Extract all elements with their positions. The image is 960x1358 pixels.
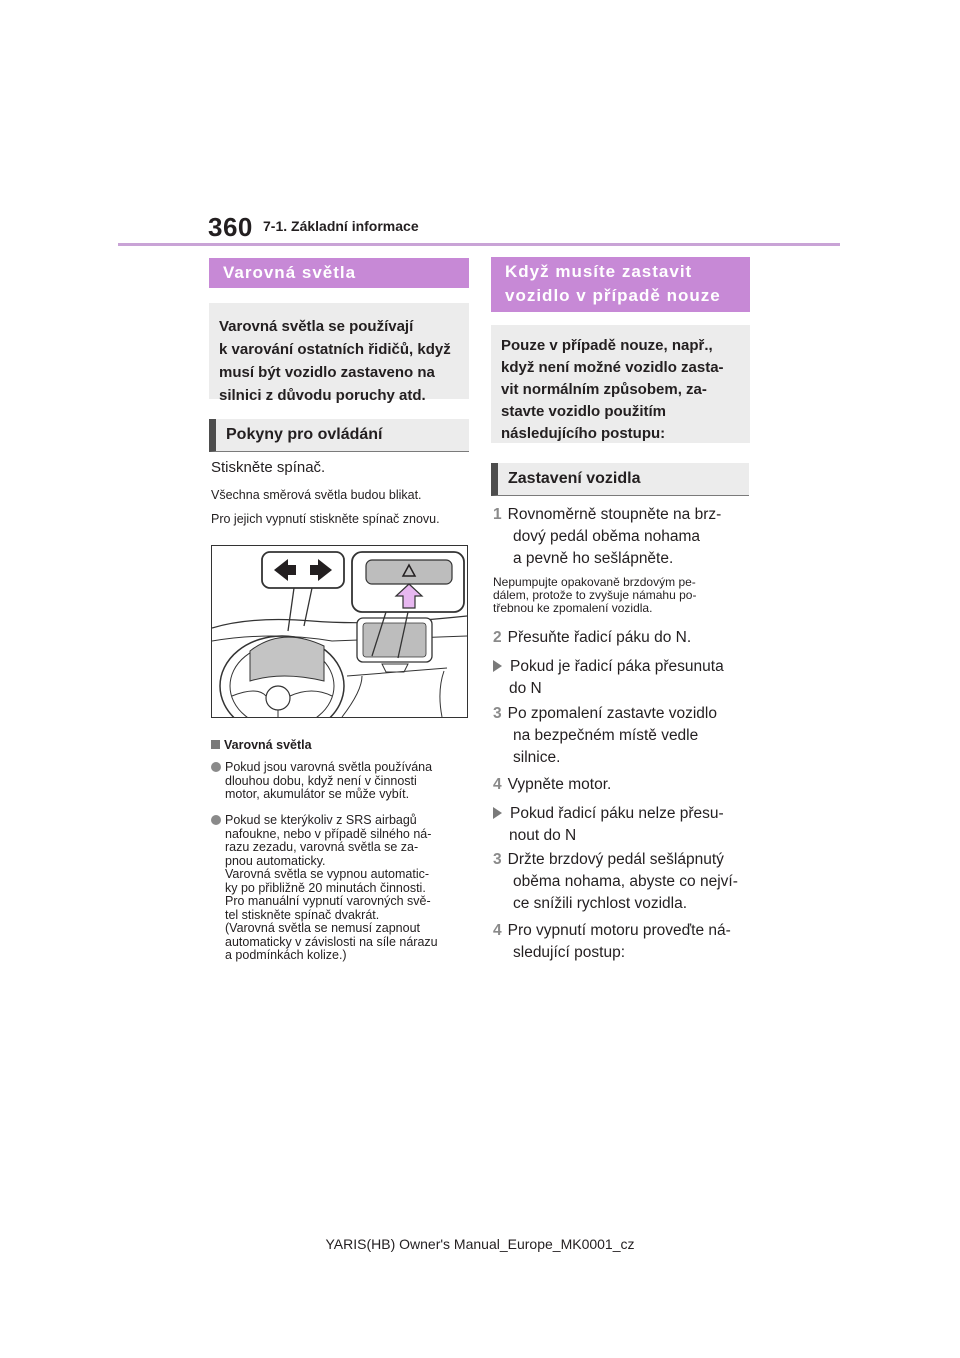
intro-line: když není možné vozidlo zasta-: [501, 359, 724, 376]
step-text: Vypněte motor.: [507, 776, 612, 793]
intro-line: následujícího postupu:: [501, 425, 666, 442]
bullet-text: Pokud se kterýkoliv z SRS airbagů nafoukne, nebo v případě silného ná- razu zezadu, varovná světla se za- pnou automaticky. Varovná světla se vypnou automatic- ky po přibližně 20 minutách činnosti. Pro manuální vypnutí varovných svě- tel stiskněte spínač dvakrát. (Varovná světla se nemusí zapnout automaticky v závislosti na síle nárazu a podmínkách kolize.): [225, 813, 438, 962]
step-text: silnice.: [513, 749, 561, 766]
step-text: Držte brzdový pedál sešlápnutý: [507, 851, 724, 868]
step-3: [493, 703, 717, 769]
header-rule: [118, 243, 840, 246]
step-text: na bezpečném místě vedle: [513, 727, 699, 744]
step-4: [493, 774, 611, 796]
page-number: 360: [208, 212, 253, 242]
step-text: ce snížili rychlost vozidla.: [513, 895, 688, 912]
heading-line: vozidlo v případě nouze: [505, 286, 721, 305]
intro-line: Varovná světla se používají: [219, 318, 414, 335]
step-3-alt: [493, 849, 738, 915]
press-switch-text: Stiskněte spínač.: [211, 459, 326, 476]
note-line: třebnou ke zpomalení vozidla.: [493, 601, 653, 615]
emergency-stop-heading: [491, 257, 750, 312]
section-title: 7-1. Základní informace: [263, 218, 419, 234]
step-number: 1: [493, 506, 502, 523]
hazard-switch-illustration: [211, 545, 468, 718]
intro-line: stavte vozidlo použitím: [501, 403, 667, 420]
intro-line: silnici z důvodu poruchy atd.: [219, 387, 426, 404]
triangle-bullet-icon: [493, 807, 502, 819]
note-bullet-2: [211, 814, 471, 994]
bullet-text: Pokud jsou varovná světla používána dlouhou dobu, když není v činnosti motor, akumulátor se může vybít.: [225, 760, 433, 801]
intro-line: musí být vozidlo zastaveno na: [219, 364, 435, 381]
intro-line: Pouze v případě nouze, např.,: [501, 337, 713, 354]
triangle-bullet-icon: [493, 660, 502, 672]
step-1: [493, 504, 753, 570]
case-text: nout do N: [509, 827, 577, 844]
step-number: 4: [493, 776, 502, 793]
step-1-note: [493, 576, 696, 615]
stopping-vehicle-heading: Zastavení vozidla: [491, 463, 749, 496]
step-number: 3: [493, 851, 502, 868]
step-number: 3: [493, 705, 502, 722]
hazard-lights-intro: [209, 303, 469, 404]
note-press-again: Pro jejich vypnutí stiskněte spínač znovu.: [211, 512, 440, 526]
notes-title: [211, 738, 312, 752]
square-bullet-icon: [211, 740, 220, 749]
note-line: Nepumpujte opakovaně brzdovým pe-: [493, 575, 696, 589]
dot-bullet-icon: [211, 762, 221, 772]
step-text: Pro vypnutí motoru proveďte ná-: [507, 922, 731, 939]
step-text: sledující postup:: [513, 944, 626, 961]
step-2: [493, 627, 691, 649]
emergency-stop-intro: [491, 325, 750, 443]
dot-bullet-icon: [211, 815, 221, 825]
operating-instructions-heading: Pokyny pro ovládání: [209, 419, 469, 452]
step-text: Přesuňte řadicí páku do N.: [507, 629, 692, 646]
case-shift-to-n: [493, 656, 724, 700]
step-4-alt: [493, 920, 731, 964]
note-line: dálem, protože to zvyšuje námahu po-: [493, 588, 697, 602]
note-all-blink: Všechna směrová světla budou blikat.: [211, 488, 422, 502]
case-text: do N: [509, 680, 542, 697]
step-text: dový pedál oběma nohama: [513, 528, 700, 545]
note-bullet-1: [211, 761, 471, 806]
notes-title-text: Varovná světla: [224, 738, 312, 752]
dashboard-drawing: [212, 546, 467, 717]
hazard-lights-heading: Varovná světla: [209, 258, 469, 288]
step-text: Po zpomalení zastavte vozidlo: [507, 705, 717, 722]
intro-line: k varování ostatních řidičů, když: [219, 341, 451, 358]
case-text: Pokud je řadicí páka přesunuta: [510, 658, 724, 675]
step-number: 4: [493, 922, 502, 939]
heading-line: Když musíte zastavit: [505, 262, 693, 281]
case-text: Pokud řadicí páku nelze přesu-: [510, 805, 724, 822]
case-cannot-shift: [493, 803, 724, 847]
step-number: 2: [493, 629, 502, 646]
step-text: oběma nohama, abyste co nejví-: [513, 873, 738, 890]
footer-manual-id: YARIS(HB) Owner's Manual_Europe_MK0001_cz: [325, 1236, 635, 1252]
intro-line: vit normálním způsobem, za-: [501, 381, 707, 398]
step-text: Rovnoměrně stoupněte na brz-: [507, 506, 722, 523]
step-text: a pevně ho sešlápněte.: [513, 550, 674, 567]
